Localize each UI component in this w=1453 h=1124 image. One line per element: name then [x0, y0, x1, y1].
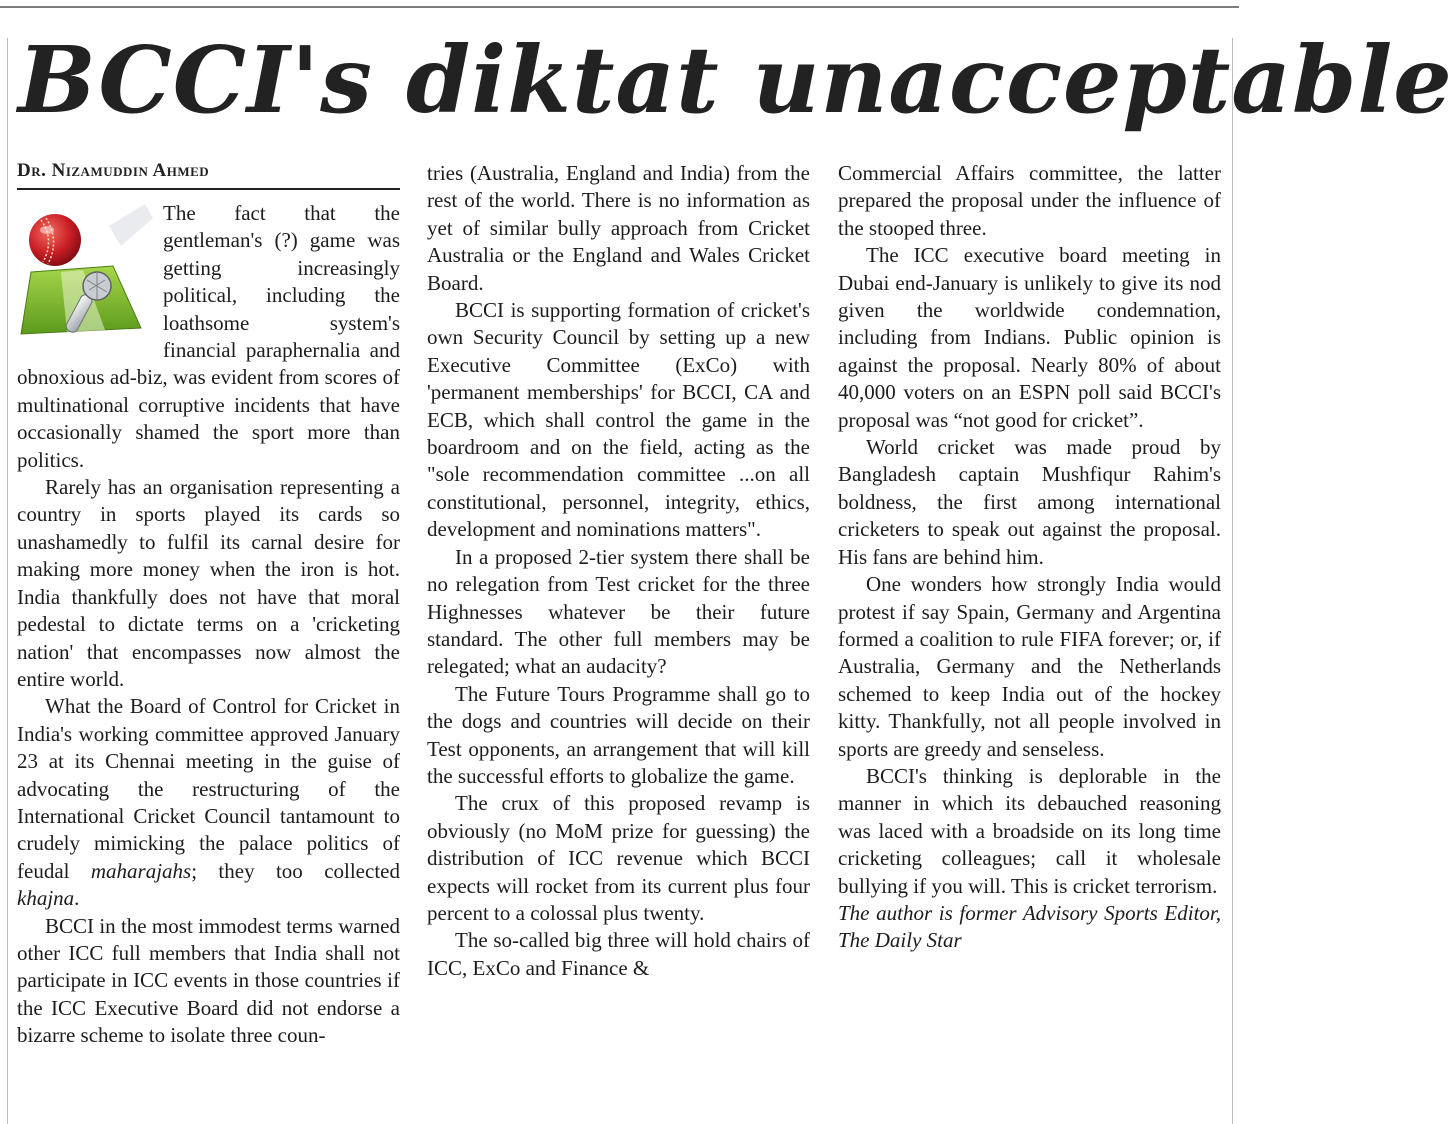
headline: BCCI's diktat unacceptable: [18, 26, 1453, 134]
paragraph-4-start: BCCI in the most immodest terms warned other ICC full members that India shall not participate in ICC events in those countries if the ICC Executive Board did not endorse a bizarre scheme to isolate three coun-: [17, 913, 400, 1048]
right-border: [1232, 38, 1233, 1124]
column-2: [427, 160, 810, 1124]
paragraph-2: Rarely has an organisation representing a country in sports played its cards so unashamedly to fulfil its carnal desire for making more money when the iron is hot. India thankfully does not have that moral pedestal to dictate terms on a 'cricketing nation' that encompasses now almost the entire world.: [17, 475, 400, 691]
left-border: [7, 38, 8, 1124]
cricket-ball-microphone-icon: [17, 200, 157, 340]
column-1: [17, 160, 400, 1124]
paragraph-4-continued: tries (Australia, England and India) from the rest of the world. There is no information as yet of similar bully approach from Cricket Australia or the England and Wales Cricket Board.: [427, 161, 810, 295]
paragraph-5: BCCI is supporting formation of cricket's own Security Council by setting up a new Executive Committee (ExCo) with 'permanent memberships' for BCCI, CA and ECB, which shall control the game in the boardroom and on the field, acting as the "sole recommendation committee ...on all constitutional, personnel, integrity, ethics, development and nominations matters".: [427, 298, 810, 542]
paragraph-9-start: The so-called big three will hold chairs of ICC, ExCo and Finance &: [427, 928, 810, 980]
byline: Dr. Nizamuddin Ahmed: [17, 160, 400, 190]
paragraph-9-continued: Commercial Affairs committee, the latter prepared the proposal under the influence of the stooped three.: [838, 161, 1221, 240]
paragraph-3-emphasis-maharajahs: maharajahs: [90, 858, 192, 883]
paragraph-3-text: What the Board of Control for Cricket in India's working committee approved January 23 at its Chennai meeting in the guise of advocating the restructuring of the International Cricket Council tantamount to crudely mimicking the palace politics of feudal: [17, 694, 400, 883]
paragraph-1: The fact that the gentleman's (?) game was getting increasingly political, including the loathsome system's financial paraphernalia and obnoxious ad-biz, was evident from scores of multinational corruptive incidents that have occasionally shamed the sport more than politics.: [17, 201, 400, 472]
paragraph-12: One wonders how strongly India would protest if say Spain, Germany and Argentina formed a coalition to rule FIFA forever; or, if Australia, Germany and the Netherlands schemed to keep India out of the hockey kitty. Thankfully, not all people involved in sports are greedy and senseless.: [838, 572, 1221, 761]
paragraph-3-emphasis-khajna: khajna: [17, 886, 75, 911]
paragraph-11: World cricket was made proud by Bangladesh captain Mushfiqur Rahim's boldness, the first among international cricketers to speak out against the proposal. His fans are behind him.: [838, 435, 1221, 569]
paragraph-3-text-middle: ; they too collected: [191, 858, 400, 883]
author-note: The author is former Advisory Sports Editor, The Daily Star: [838, 900, 1221, 953]
top-rule: [0, 6, 1239, 8]
paragraph-3: [17, 693, 400, 912]
paragraph-8: The crux of this proposed revamp is obviously (no MoM prize for guessing) the distribution of ICC revenue which BCCI expects will rocket from its current plus four percent to a colossal plus twenty.: [427, 791, 810, 925]
paragraph-13: BCCI's thinking is deplorable in the manner in which its debauched reasoning was laced with a broadside on its long time cricketing colleagues; call it wholesale bullying if you will. This is cricket terrorism.: [838, 763, 1221, 898]
paragraph-6: In a proposed 2-tier system there shall be no relegation from Test cricket for the three Highnesses whatever be their future standard. The other full members may be relegated; what an audacity?: [427, 544, 810, 679]
column-3: [838, 160, 1221, 1124]
paragraph-10: The ICC executive board meeting in Dubai end-January is unlikely to give its nod given the worldwide condemnation, including from Indians. Public opinion is against the proposal. Nearly 80% of about 40,000 voters on an ESPN poll said BCCI's proposal was “not good for cricket”.: [838, 243, 1221, 432]
paragraph-3-text-end: .: [74, 886, 80, 911]
paragraph-7: The Future Tours Programme shall go to the dogs and countries will decide on their Test opponents, an arrangement that will kill the successful efforts to globalize the game.: [427, 681, 810, 788]
